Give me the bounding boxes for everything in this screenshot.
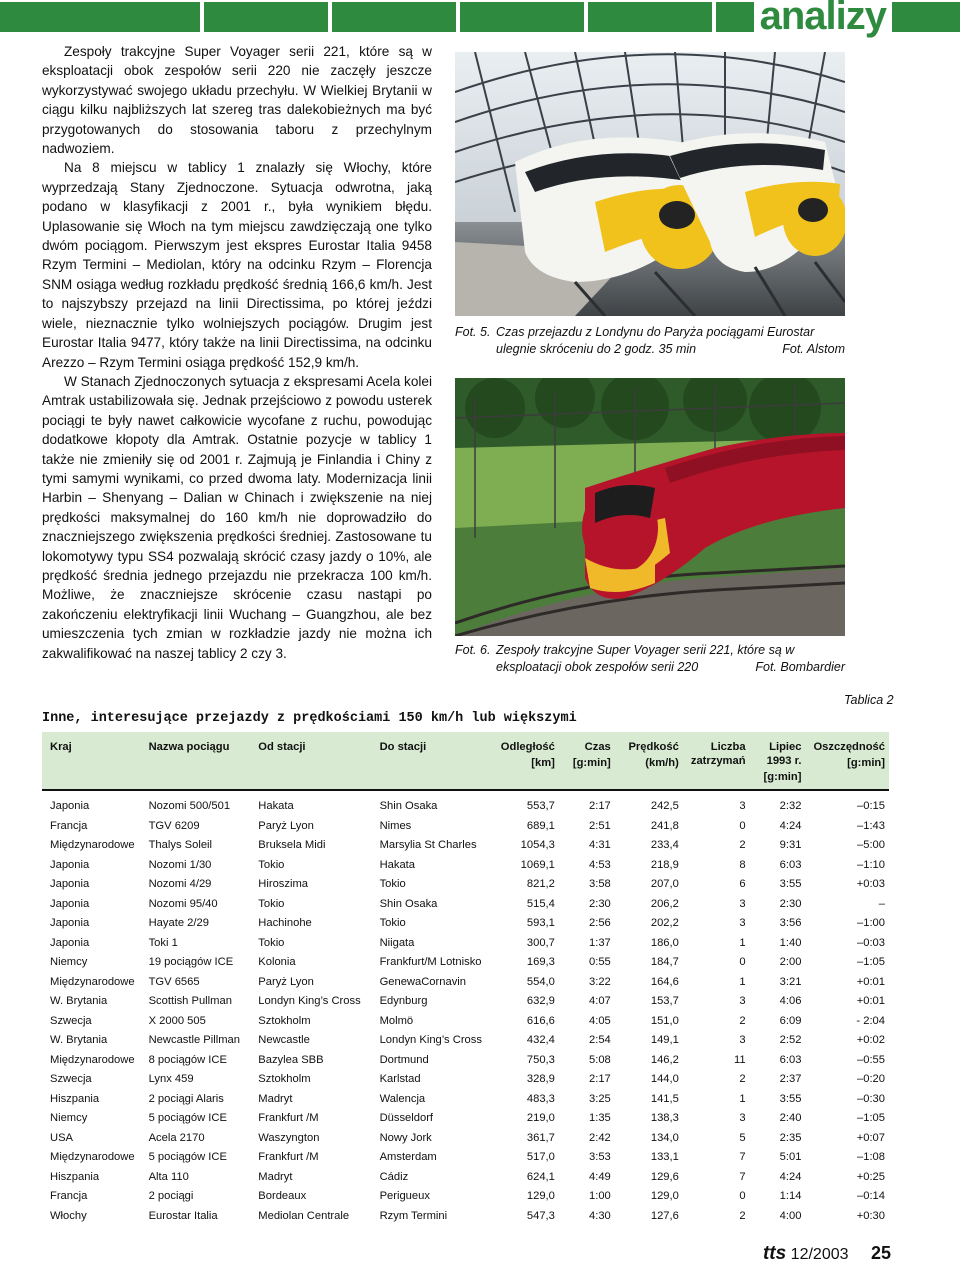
table-cell: 624,1 (526, 1170, 555, 1183)
table-cell: Londyn King’s Cross (379, 1034, 482, 1046)
table-cell: 2 (739, 1014, 746, 1027)
table-cell: Sztokholm (258, 1073, 311, 1085)
photo-eurostar-image (455, 52, 845, 316)
header-label: Nazwa pociągu (148, 741, 230, 753)
table-cell: 5 pociągów ICE (148, 1151, 227, 1163)
table-cell: Düsseldorf (379, 1112, 434, 1124)
table-cell: 1 (739, 936, 746, 949)
table-cell: 3:56 (779, 917, 802, 929)
photo-caption-6 (455, 642, 845, 676)
table-row (42, 1051, 889, 1071)
table-cell: Japonia (50, 858, 90, 871)
figure-number: Fot. 6. (455, 643, 491, 657)
table-cell: 3 (739, 800, 746, 812)
table-cell: 2:40 (779, 1112, 802, 1124)
table-cell: 2 pociągi (148, 1190, 194, 1202)
table-cell: Waszyngton (258, 1131, 320, 1144)
table-cell: 1 (739, 1092, 746, 1105)
table-cell: 483,3 (526, 1092, 555, 1105)
header-label: Oszczędność (813, 741, 885, 753)
table-cell: 151,0 (650, 1014, 679, 1027)
table-cell: 144,0 (650, 1073, 679, 1085)
table-cell: Tokio (258, 858, 285, 871)
table-cell: Sztokholm (258, 1014, 311, 1027)
table-cell: –1:05 (857, 1112, 885, 1124)
header-unit: [g:min] (847, 757, 885, 769)
table-row (42, 1090, 889, 1110)
table-cell: Edynburg (379, 995, 428, 1007)
table-cell: Madryt (258, 1170, 293, 1183)
table-cell: 8 (739, 858, 746, 871)
table-cell: Paryż Lyon (258, 975, 314, 988)
table-cell: –0:30 (857, 1092, 885, 1105)
photo-super-voyager (455, 378, 845, 636)
table-cell: 3:22 (588, 975, 611, 988)
table-cell: Francja (50, 1190, 88, 1202)
table-cell: +0:03 (856, 878, 885, 890)
header-label: Lipiec 1993 r. (766, 741, 802, 767)
table-cell: 186,0 (650, 936, 679, 949)
table-cell: 300,7 (526, 936, 555, 949)
table-cell: 1:37 (588, 936, 611, 949)
section-header (0, 0, 960, 38)
header-unit: [g:min] (572, 757, 611, 769)
table-row (42, 1031, 889, 1051)
table-cell: 4:24 (779, 1170, 802, 1183)
table-row (42, 875, 889, 895)
table-cell: 593,1 (526, 917, 555, 929)
table-cell: 134,0 (650, 1131, 679, 1144)
table-cell: 2:42 (588, 1131, 611, 1144)
table-cell: Newcastle (258, 1034, 310, 1046)
header-label: Kraj (50, 741, 72, 753)
table-cell: 4:30 (588, 1209, 611, 1222)
table-cell: –0:03 (857, 936, 885, 949)
table-header-cell (805, 732, 889, 790)
table-cell: 0 (739, 1190, 746, 1202)
table-cell: 632,9 (526, 995, 555, 1007)
table-cell: +0:01 (856, 995, 885, 1007)
table-row (42, 934, 889, 954)
table-cell: 553,7 (526, 800, 555, 812)
table-cell: Amsterdam (379, 1151, 437, 1163)
table-cell: 184,7 (650, 956, 679, 968)
table-cell: 202,2 (650, 917, 679, 929)
header-label: Czas (584, 741, 611, 753)
table-cell: –0:14 (857, 1190, 885, 1202)
table-cell: –1:00 (857, 917, 885, 929)
table-cell: 9:31 (779, 839, 802, 851)
table-cell: 2:30 (588, 897, 611, 910)
header-label: Do stacji (379, 741, 427, 753)
table-cell: Bordeaux (258, 1190, 307, 1202)
table-cell: Londyn King’s Cross (258, 995, 361, 1007)
table-header-row (42, 732, 889, 790)
table-header-cell (372, 732, 489, 790)
table-header-cell (250, 732, 371, 790)
table-cell: 3:53 (588, 1151, 611, 1163)
photo-caption-5 (455, 324, 845, 358)
table-cell: Rzym Termini (379, 1209, 448, 1222)
table-cell: Tokio (379, 878, 406, 890)
table-cell: 7 (739, 1151, 746, 1163)
table-cell: 361,7 (526, 1131, 555, 1144)
table-cell: +0:25 (856, 1170, 885, 1183)
table-cell: 328,9 (526, 1073, 555, 1085)
speed-table (42, 732, 889, 1226)
table-cell: 4:24 (779, 819, 802, 832)
table-cell: 6 (739, 878, 746, 890)
table-cell: Tokio (258, 897, 285, 910)
table-cell: Nozomi 1/30 (148, 858, 212, 871)
table-cell: Bazylea SBB (258, 1053, 324, 1066)
table-row (42, 914, 889, 934)
table-row (42, 1168, 889, 1188)
table-cell: Francja (50, 819, 88, 832)
table-cell: 554,0 (526, 975, 555, 988)
table-cell: Hiroszima (258, 878, 309, 890)
table-cell: 233,4 (650, 839, 679, 851)
issue-number: 12/2003 (790, 1246, 849, 1263)
table-cell: 2:30 (779, 897, 802, 910)
table-cell: 242,5 (650, 800, 679, 812)
table-cell: 2 (739, 1073, 746, 1085)
table-cell: Madryt (258, 1092, 293, 1105)
page-footer (763, 1243, 891, 1265)
figure-caption: Czas przejazdu z Londynu do Paryża pociągami Eurostar ulegnie skróceniu do 2 godz. 35 min (496, 325, 815, 356)
table-cell: Thalys Soleil (148, 839, 213, 851)
table-cell: 2:35 (779, 1131, 802, 1144)
header-unit: [g:min] (763, 771, 802, 783)
table-cell: Acela 2170 (148, 1131, 205, 1144)
table-cell: +0:02 (856, 1034, 885, 1046)
table-cell: 5 (739, 1131, 746, 1144)
table-cell: 2:32 (779, 800, 802, 812)
table-cell: 2:51 (588, 819, 611, 832)
table-header-cell (559, 732, 615, 790)
table-cell: 4:49 (588, 1170, 611, 1183)
header-label: Od stacji (258, 741, 306, 753)
figure-caption: Zespoły trakcyjne Super Voyager serii 221, które są w eksploatacji obok zespołów serii 220 (496, 643, 795, 674)
table-cell: Nimes (379, 819, 412, 832)
table-cell: Nozomi 95/40 (148, 897, 218, 910)
table-cell: Mediolan Centrale (258, 1209, 350, 1222)
table-cell: Eurostar Italia (148, 1209, 218, 1222)
table-cell: Japonia (50, 917, 90, 929)
table-cell: Bruksela Midi (258, 839, 326, 851)
table-cell: Międzynarodowe (50, 975, 135, 988)
table-cell: 127,6 (650, 1209, 679, 1222)
table-row (42, 1129, 889, 1149)
table-cell: +0:07 (856, 1131, 885, 1144)
table-cell: USA (50, 1131, 74, 1144)
table-row (42, 1207, 889, 1227)
table-cell: Niemcy (50, 956, 88, 968)
table-cell: 11 (733, 1053, 746, 1066)
table-cell: 3:55 (779, 1092, 802, 1105)
table-cell: 821,2 (526, 878, 555, 890)
table-cell: 3:25 (588, 1092, 611, 1105)
table-cell: 4:31 (588, 839, 611, 851)
table-cell: 1:40 (779, 936, 802, 949)
table-cell: 241,8 (650, 819, 679, 832)
table-cell: Nozomi 4/29 (148, 878, 212, 890)
table-header-cell (683, 732, 750, 790)
table-cell: Frankfurt /M (258, 1112, 319, 1124)
table-cell: 4:53 (588, 858, 611, 871)
table-row (42, 992, 889, 1012)
header-stripe (204, 2, 328, 32)
table-cell: 169,3 (526, 956, 555, 968)
table-cell: 4:00 (779, 1209, 802, 1222)
table-cell: Scottish Pullman (148, 995, 232, 1007)
table-cell: Japonia (50, 897, 90, 910)
section-title: analizy (754, 0, 892, 38)
table-cell: Japonia (50, 878, 90, 890)
table-cell: Międzynarodowe (50, 1151, 135, 1163)
table-cell: 750,3 (526, 1053, 555, 1066)
table-cell: –0:55 (857, 1053, 885, 1066)
table-cell: – (878, 897, 885, 910)
table-cell: 547,3 (526, 1209, 555, 1222)
table-cell: 133,1 (650, 1151, 679, 1163)
table-cell: –0:20 (857, 1073, 885, 1085)
table-cell: X 2000 505 (148, 1014, 206, 1027)
article-paragraph: W Stanach Zjednoczonych sytuacja z ekspresami Acela kolei Amtrak ustabilizowała się. Jednak przejściowo z powodu usterek pociągi te były nawet całkowicie wycofane z ruchu, powodując dodatkowe kłopoty dla Amtrak. Ostatnie pozycje w tablicy 1 także nie zmieniły się od 2001 r. Zajmują je Finlandia i Chiny z tymi samymi wynikami, co przed dwoma laty. Modernizacja linii Harbin – Shenyang – Dalian w Chinach i zwiększenie na niej prędkości maksymalnej do 160 km/h nie doprowadziło do znaczniejszego zwiększenia prędkości średniej. Zastosowane tu lokomotywy typu SS4 pozwalają skrócić czasy jazdy o 10%, ale prędkość średnia jednego przejazdu nie przekracza 100 km/h. Możliwe, że znaczniejsze skrócenie czasu nastąpi po zakończeniu elektryfikacji linii Wuchang – Guangzhou, ale bez umieszczenia tych zmian w rozkładzie jazdy nie można ich zakwalifikować na naszej tablicy 2 czy 3. (42, 373, 432, 661)
table-cell: 1069,1 (520, 858, 555, 871)
table-cell: - 2:04 (856, 1014, 885, 1027)
table-cell: Włochy (50, 1209, 87, 1222)
table-cell: Shin Osaka (379, 800, 438, 812)
table-cell: 3 (739, 917, 746, 929)
table-cell: Hiszpania (50, 1170, 100, 1183)
table-cell: Kolonia (258, 956, 296, 968)
table-cell: 517,0 (526, 1151, 555, 1163)
table-cell: Marsylia St Charles (379, 839, 477, 851)
table-cell: Walencja (379, 1092, 426, 1105)
table-cell: Hachinohe (258, 917, 312, 929)
table-cell: Alta 110 (148, 1170, 189, 1183)
table-cell: 207,0 (650, 878, 679, 890)
table-cell: Perigueux (379, 1190, 430, 1202)
table-cell: Toki 1 (148, 936, 178, 949)
table-cell: 218,9 (650, 858, 679, 871)
header-stripe (460, 2, 584, 32)
table-cell: 206,2 (650, 897, 679, 910)
header-stripe (588, 2, 712, 32)
table-row (42, 790, 889, 817)
table-cell: 2 (739, 1209, 746, 1222)
table-cell: 3 (739, 897, 746, 910)
table-cell: Hayate 2/29 (148, 917, 209, 929)
table-cell: Hakata (258, 800, 294, 812)
table-cell: 3 (739, 1112, 746, 1124)
table-cell: 129,0 (526, 1190, 555, 1202)
table-cell: 3 (739, 1034, 746, 1046)
header-stripe (332, 2, 456, 32)
page-number: 25 (870, 1243, 891, 1263)
table-cell: Tokio (258, 936, 285, 949)
table-cell: Lynx 459 (148, 1073, 194, 1085)
table-cell: Dortmund (379, 1053, 429, 1066)
table-row (42, 953, 889, 973)
table-cell: 19 pociągów ICE (148, 956, 234, 968)
table-cell: Molmö (379, 1014, 414, 1027)
table-cell: Cádiz (379, 1170, 409, 1183)
table-cell: Nowy Jork (379, 1131, 432, 1144)
table-cell: 6:03 (779, 858, 802, 871)
header-label: Prędkość (628, 741, 679, 753)
article-paragraph: Zespoły trakcyjne Super Voyager serii 221, które są w eksploatacji obok zespołów serii 220 nie zaczęły jeszcze wykorzystywać swojego układu przechyłu. W Wielkiej Brytanii w ciągu kilku najbliższych lat szereg tras dalekobieżnych ma być przygotowanych do stosowania taboru z przechylnym nadwoziem. (42, 44, 432, 157)
table-cell: W. Brytania (50, 995, 108, 1007)
article-paragraph: Na 8 miejscu w tablicy 1 znalazły się Włochy, które wyprzedzają Stany Zjednoczone. Sytuacja odwrotna, jaką podano w klasyfikacji z 2001 r., była wynikiem błędu. Uplasowanie się Włoch na tym miejscu zawdzięczają one tylko dwóm pociągom. Pierwszym jest ekspres Eurostar Italia 9458 Rzym Termini – Mediolan, który na odcinku Rzym – Florencja SNM osiąga według rozkładu prędkość średnią 166,6 km/h. Jest to najszybszy przejazd na linii Directissima, po której jeździ wiele, nieznacznie tylko wolniejszych pociągów. Drugim jest Eurostar Italia 9477, który także na linii Directissima, na odcinku Arezzo – Rzym Termini osiąga prędkość 152,9 km/h. (42, 160, 432, 370)
table-cell: Międzynarodowe (50, 839, 135, 851)
table-header-cell (488, 732, 559, 790)
table-cell: 2:17 (588, 800, 611, 812)
table-cell: 5 pociągów ICE (148, 1112, 227, 1124)
table-cell: 141,5 (650, 1092, 679, 1105)
table-cell: TGV 6209 (148, 819, 200, 832)
table-cell: 616,6 (526, 1014, 555, 1027)
photo-credit: Fot. Alstom (782, 342, 845, 356)
table-title: Inne, interesujące przejazdy z prędkościami 150 km/h lub większymi (42, 711, 577, 726)
table-cell: Newcastle Pillman (148, 1034, 240, 1046)
table-row (42, 1070, 889, 1090)
photo-super-voyager-image (455, 378, 845, 636)
table-cell: Japonia (50, 800, 90, 812)
table-cell: 0 (739, 956, 746, 968)
table-cell: Japonia (50, 936, 90, 949)
table-cell: –1:43 (857, 819, 885, 832)
table-cell: Tokio (379, 917, 406, 929)
table-cell: 5:01 (779, 1151, 802, 1163)
table-cell: TGV 6565 (148, 975, 200, 988)
table-header-cell (750, 732, 806, 790)
table-cell: –5:00 (857, 839, 885, 851)
table-cell: 3:21 (779, 975, 802, 988)
table-cell: 6:09 (779, 1014, 802, 1027)
table-cell: 2 (739, 839, 746, 851)
table-cell: 2:52 (779, 1034, 802, 1046)
table-cell: 149,1 (650, 1034, 679, 1046)
table-row (42, 895, 889, 915)
table-cell: 8 pociągów ICE (148, 1053, 227, 1066)
table-cell: 2:37 (779, 1073, 802, 1085)
header-label: Liczba zatrzymań (690, 741, 746, 767)
table-cell: 3:58 (588, 878, 611, 890)
table-row (42, 1109, 889, 1129)
article-body (42, 42, 432, 663)
table-cell: Frankfurt /M (258, 1151, 319, 1163)
table-cell: 2:56 (588, 917, 611, 929)
table-cell: –1:05 (857, 956, 885, 968)
header-unit: (km/h) (645, 757, 679, 769)
table-cell: 138,3 (650, 1112, 679, 1124)
table-cell: 2:17 (588, 1073, 611, 1085)
table-cell: Nozomi 500/501 (148, 800, 231, 812)
table-cell: W. Brytania (50, 1034, 108, 1046)
table-row (42, 817, 889, 837)
table-cell: 4:06 (779, 995, 802, 1007)
table-cell: GenewaCornavin (379, 975, 467, 988)
photo-eurostar (455, 52, 845, 316)
photo-credit: Fot. Bombardier (755, 660, 845, 674)
table-cell: Frankfurt/M Lotnisko (379, 956, 482, 968)
table-cell: Szwecja (50, 1073, 92, 1085)
figure-number: Fot. 5. (455, 325, 491, 339)
table-cell: 2 pociągi Alaris (148, 1092, 224, 1105)
table-cell: 5:08 (588, 1053, 611, 1066)
table-cell: 2:00 (779, 956, 802, 968)
table-cell: Paryż Lyon (258, 819, 314, 832)
table-cell: 7 (739, 1170, 746, 1183)
table-row (42, 1012, 889, 1032)
table-cell: 164,6 (650, 975, 679, 988)
table-row (42, 1148, 889, 1168)
table-cell: Hakata (379, 858, 416, 871)
table-cell: 689,1 (526, 819, 555, 832)
table-cell: 6:03 (779, 1053, 802, 1066)
table-header-cell (615, 732, 683, 790)
header-stripe (0, 2, 200, 32)
table-row (42, 836, 889, 856)
table-cell: 3 (739, 995, 746, 1007)
table-row (42, 1187, 889, 1207)
table-cell: 129,0 (650, 1190, 679, 1202)
table-cell: +0:01 (856, 975, 885, 988)
table-cell: 4:07 (588, 995, 611, 1007)
table-cell: Shin Osaka (379, 897, 438, 910)
table-row (42, 973, 889, 993)
table-cell: Niigata (379, 936, 415, 949)
table-cell: 4:05 (588, 1014, 611, 1027)
table-cell: 1 (739, 975, 746, 988)
table-cell: 1:35 (588, 1112, 611, 1124)
table-cell: Szwecja (50, 1014, 92, 1027)
magazine-logo: tts (762, 1243, 787, 1264)
table-cell: 219,0 (526, 1112, 555, 1124)
header-label: Odległość (500, 741, 555, 753)
table-header-cell (141, 732, 251, 790)
table-label: Tablica 2 (844, 693, 894, 707)
table-cell: 153,7 (650, 995, 679, 1007)
table-cell: –1:10 (857, 858, 885, 871)
table-cell: –0:15 (857, 800, 885, 812)
table-cell: –1:08 (857, 1151, 885, 1163)
table-cell: 432,4 (526, 1034, 555, 1046)
table-cell: 2:54 (588, 1034, 611, 1046)
table-cell: 0:55 (588, 956, 611, 968)
table-row (42, 856, 889, 876)
table-cell: Karlstad (379, 1073, 421, 1085)
header-unit: [km] (531, 757, 555, 769)
table-cell: Niemcy (50, 1112, 88, 1124)
table-cell: 0 (739, 819, 746, 832)
table-cell: 1:14 (779, 1190, 802, 1202)
table-cell: 515,4 (526, 897, 555, 910)
table-cell: 3:55 (779, 878, 802, 890)
table-cell: Międzynarodowe (50, 1053, 135, 1066)
table-cell: 1:00 (588, 1190, 611, 1202)
table-header-cell (42, 732, 141, 790)
table-cell: 1054,3 (520, 839, 555, 851)
table-cell: Hiszpania (50, 1092, 100, 1105)
table-cell: +0:30 (856, 1209, 885, 1222)
table-cell: 129,6 (650, 1170, 679, 1183)
table-cell: 146,2 (650, 1053, 679, 1066)
